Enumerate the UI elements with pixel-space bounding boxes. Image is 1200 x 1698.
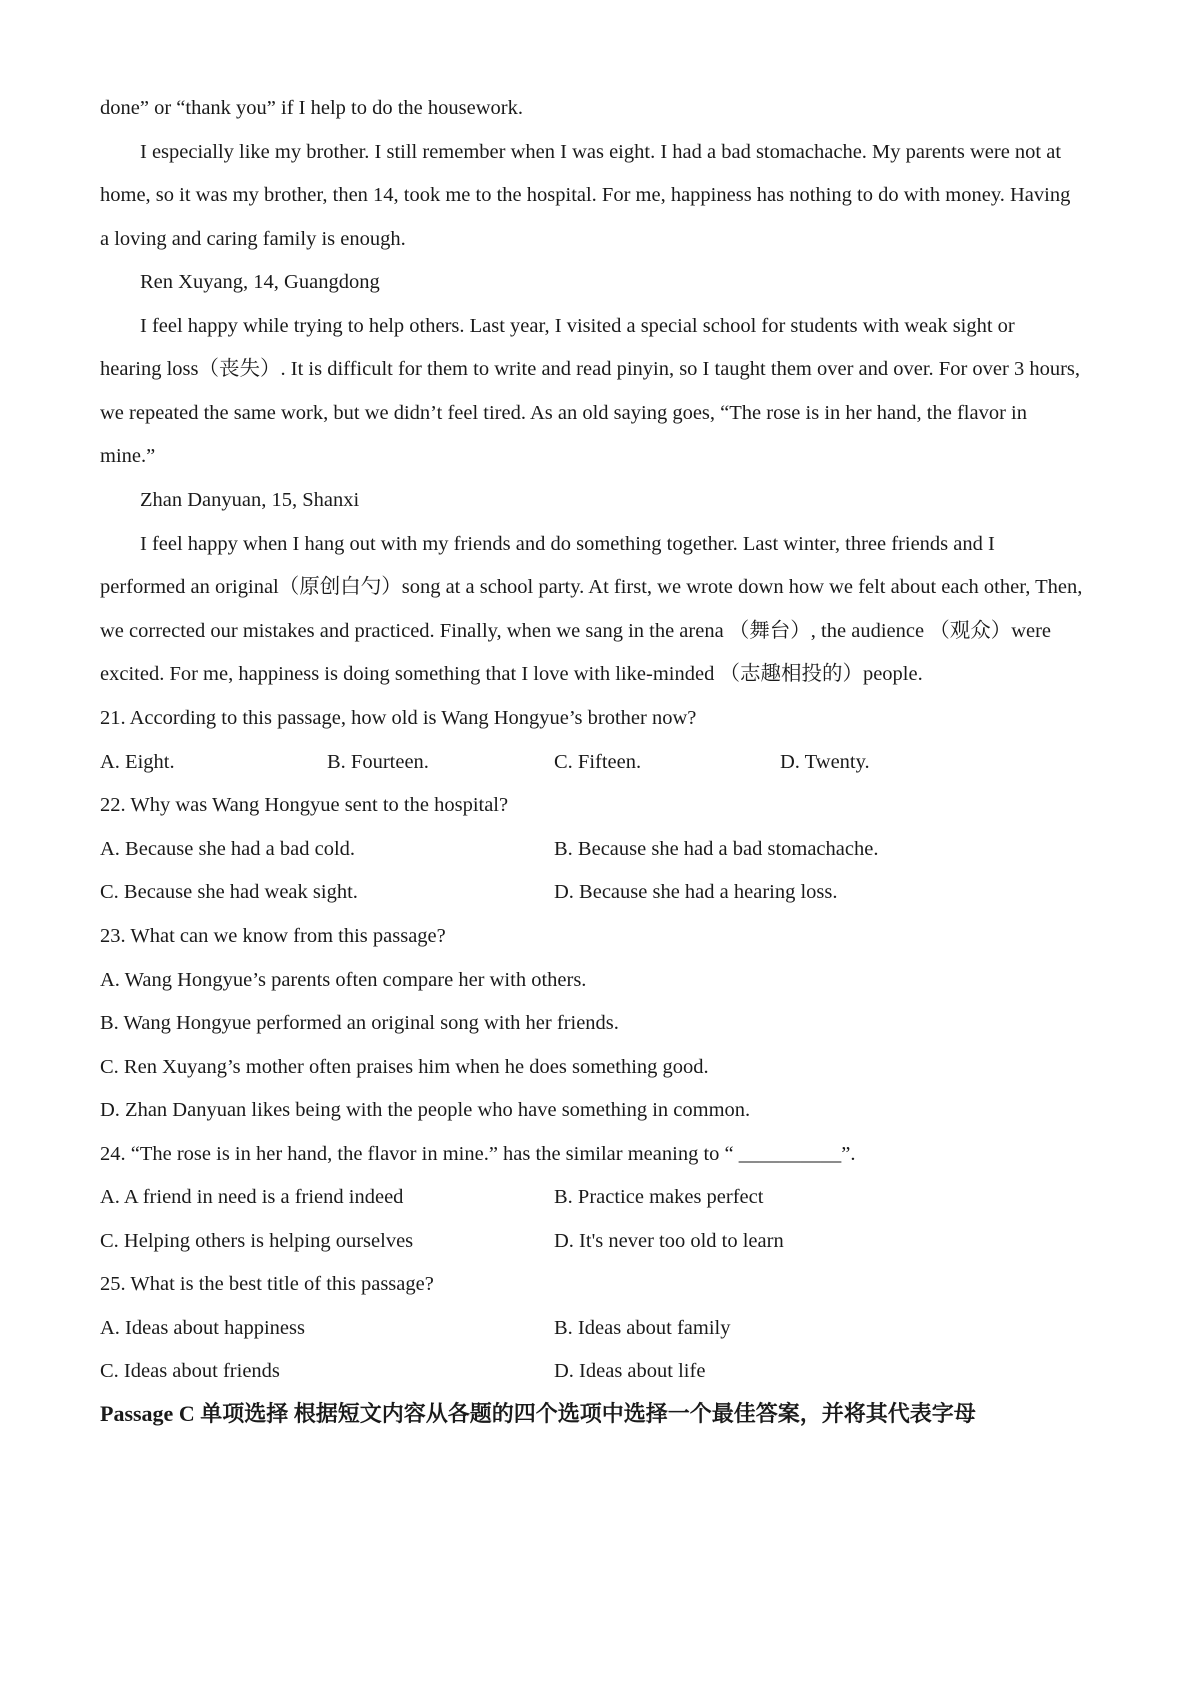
paragraph-text: hearing loss（丧失）. It is difficult for them to write and read pinyin, so I taught them over and over. For over 3 hours, [100,358,1081,380]
option-a: A. Wang Hongyue’s parents often compare her with others. [100,969,587,991]
option-c: C. Fifteen. [554,751,642,773]
paragraph-text: I feel happy when I hang out with my friends and do something together. Last winter, three friends and I [140,533,995,555]
paragraph-text: mine.” [100,445,156,467]
paragraph-text: home, so it was my brother, then 14, took me to the hospital. For me, happiness has nothing to do with money. Having [100,184,1071,206]
paragraph-text: I feel happy while trying to help others. Last year, I visited a special school for students with weak sight or [140,315,1015,337]
option-a: A. A friend in need is a friend indeed [100,1186,404,1208]
option-b: B. Ideas about family [554,1317,731,1339]
paragraph-text: we corrected our mistakes and practiced. Finally, when we sang in the arena （舞台）, the audience （观众）were [100,620,1052,642]
option-d: D. Because she had a hearing loss. [554,881,838,903]
paragraph-text: a loving and caring family is enough. [100,228,406,250]
passage-c-heading: Passage C 单项选择 根据短文内容从各题的四个选项中选择一个最佳答案，并将其代表字母 [100,1401,976,1426]
paragraph-text: I especially like my brother. I still remember when I was eight. I had a bad stomachache. My parents were not at [140,141,1062,163]
option-b: B. Practice makes perfect [554,1186,764,1208]
question-text: 21. According to this passage, how old is Wang Hongyue’s brother now? [100,707,697,729]
option-d: D. It's never too old to learn [554,1230,784,1252]
option-d: D. Twenty. [780,751,870,773]
option-b: B. Because she had a bad stomachache. [554,838,879,860]
author-name: Ren Xuyang, 14, Guangdong [140,271,380,293]
option-d: D. Zhan Danyuan likes being with the people who have something in common. [100,1099,751,1121]
option-b: B. Fourteen. [327,751,429,773]
option-d: D. Ideas about life [554,1360,706,1382]
option-c: C. Because she had weak sight. [100,881,358,903]
option-b: B. Wang Hongyue performed an original song with her friends. [100,1012,619,1034]
paragraph-text: we repeated the same work, but we didn’t feel tired. As an old saying goes, “The rose is in her hand, the flavor in [100,402,1027,424]
option-c: C. Helping others is helping ourselves [100,1230,414,1252]
question-text: 22. Why was Wang Hongyue sent to the hospital? [100,794,509,816]
option-c: C. Ideas about friends [100,1360,280,1382]
option-a: A. Because she had a bad cold. [100,838,356,860]
option-a: A. Eight. [100,751,175,773]
option-a: A. Ideas about happiness [100,1317,305,1339]
paragraph-text: done” or “thank you” if I help to do the housework. [100,97,523,119]
question-text: 23. What can we know from this passage? [100,925,446,947]
question-text: 24. “The rose is in her hand, the flavor in mine.” has the similar meaning to “ __________”. [100,1143,856,1165]
paragraph-text: excited. For me, happiness is doing something that I love with like-minded （志趣相投的）people. [100,663,923,685]
author-name: Zhan Danyuan, 15, Shanxi [140,489,360,511]
question-text: 25. What is the best title of this passage? [100,1273,434,1295]
paragraph-text: performed an original（原创白勺）song at a school party. At first, we wrote down how we felt about each other, Then, [100,576,1083,598]
option-c: C. Ren Xuyang’s mother often praises him when he does something good. [100,1056,709,1078]
